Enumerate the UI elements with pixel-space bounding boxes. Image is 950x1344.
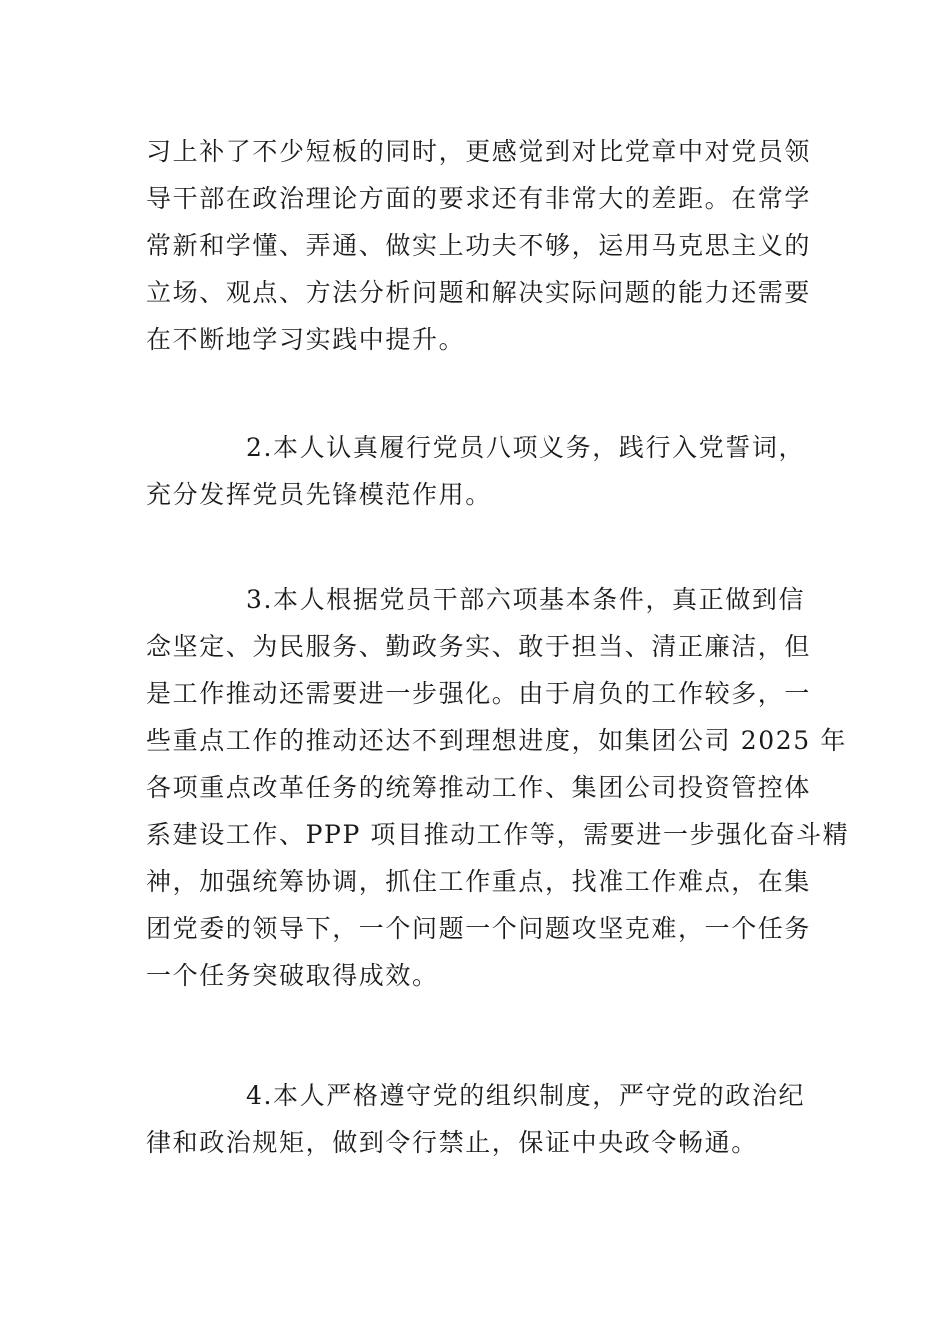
paragraph-line: 神，加强统筹协调，抓住工作重点，找准工作难点，在集 — [146, 867, 812, 896]
paragraph-line: 团党委的领导下，一个问题一个问题攻坚克难，一个任务 — [146, 914, 812, 943]
paragraph-1 — [146, 128, 810, 363]
paragraph-line: 立场、观点、方法分析问题和解决实际问题的能力还需要 — [146, 278, 812, 307]
paragraph-4 — [146, 1072, 810, 1166]
paragraph-line: 常新和学懂、弄通、做实上功夫不够，运用马克思主义的 — [146, 231, 812, 260]
paragraph-line: 律和政治规矩，做到令行禁止，保证中央政令畅通。 — [146, 1128, 758, 1157]
paragraph-line: 系建设工作、PPP 项目推动工作等，需要进一步强化奋斗精 — [146, 820, 850, 849]
paragraph-line: 3.本人根据党员干部六项基本条件，真正做到信 — [246, 585, 806, 614]
paragraph-line: 些重点工作的推动还达不到理想进度，如集团公司 2025 年 — [146, 726, 847, 755]
paragraph-line: 是工作推动还需要进一步强化。由于肩负的工作较多，一 — [146, 679, 812, 708]
paragraph-line: 充分发挥党员先锋模范作用。 — [146, 480, 492, 509]
paragraph-line: 导干部在政治理论方面的要求还有非常大的差距。在常学 — [146, 184, 812, 213]
paragraph-line: 在不断地学习实践中提升。 — [146, 325, 466, 354]
paragraph-line: 习上补了不少短板的同时，更感觉到对比党章中对党员领 — [146, 137, 812, 166]
paragraph-line: 一个任务突破取得成效。 — [146, 961, 439, 990]
paragraph-line: 2.本人认真履行党员八项义务，践行入党誓词， — [246, 433, 806, 462]
paragraph-3 — [146, 576, 850, 999]
paragraph-line: 念坚定、为民服务、勤政务实、敢于担当、清正廉洁，但 — [146, 632, 812, 661]
paragraph-line: 各项重点改革任务的统筹推动工作、集团公司投资管控体 — [146, 773, 812, 802]
paragraph-2 — [146, 424, 810, 518]
paragraph-line: 4.本人严格遵守党的组织制度，严守党的政治纪 — [246, 1081, 806, 1110]
